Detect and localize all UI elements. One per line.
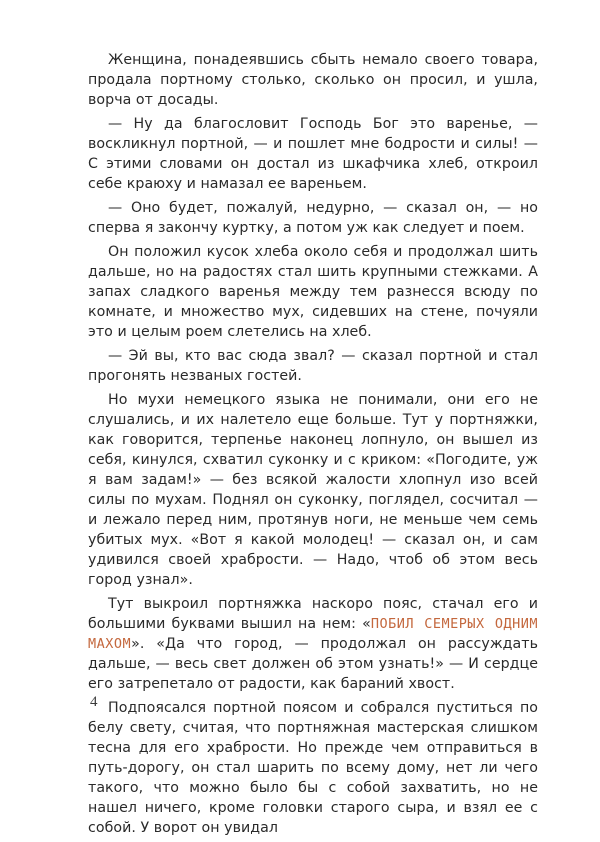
belt-inscription: ПОБИЛ СЕМЕРЫХ ОДНИМ МАХОМ xyxy=(88,616,538,652)
paragraph-7-end: ». «Да что город, — продолжал он рассуждать дальше, — весь свет должен об этом узнать!» — И сердце его затрепетало от радости, как бараний хвост. xyxy=(88,636,538,692)
paragraph-4: Он положил кусок хлеба около себя и продолжал шить дальше, но на радостях стал шить крупными стежками. А запах сладкого варенья между тем разнесся всюду по комнате, и множество мух, сидевших на стене, почуяли это и целым роем слетелись на хлеб. xyxy=(88,244,538,340)
paragraph-1: Женщина, понадеявшись сбыть немало своего товара, продала портному столько, сколько он просил, и ушла, ворча от досады. xyxy=(88,52,538,108)
paragraph-8: Подпоясался портной поясом и собрался пуститься по белу свету, считая, что портняжная мастерская слишком тесна для его храбрости. Но прежде чем отправиться в путь-дорогу, он стал шарить по всему дому, нет ли чего такого, что можно было бы с собой захватить, но не нашел ничего, кроме головки старого сыра, и взял ее с собой. У ворот он увидал xyxy=(88,700,538,836)
paragraph-2: — Ну да благословит Господь Бог это варенье, — воскликнул портной, — и пошлет мне бодрости и силы! — С этими словами он достал из шкафчика хлеб, откроил себе краюху и намазал ее вареньем. xyxy=(88,116,538,192)
paragraph-7-start: Тут выкроил портняжка наскоро пояс, стачал его и большими буквами вышил на нем: « xyxy=(88,596,538,632)
paragraph-7 xyxy=(88,594,538,694)
paragraph-3: — Оно будет, пожалуй, недурно, — сказал он, — но сперва я закончу куртку, а потом уж как следует и поем. xyxy=(88,200,538,236)
page-number: 4 xyxy=(90,694,98,710)
paragraph-5: — Эй вы, кто вас сюда звал? — сказал портной и стал прогонять незваных гостей. xyxy=(88,348,538,384)
story-text xyxy=(88,50,538,842)
paragraph-6: Но мухи немецкого языка не понимали, они его не слушались, и их налетело еще больше. Тут у портняжки, как говорится, терпенье наконец лопнуло, он вышел из себя, кинулся, схватил суконку и с криком: «Погодите, уж я вам задам!» — без всякой жалости хлопнул изо всей силы по мухам. Поднял он суконку, поглядел, сосчитал — и лежало перед ним, протянув ноги, не меньше чем семь убитых мух. «Вот я какой молодец! — сказал он, и сам удивился своей храбрости. — Надо, чтоб об этом весь город узнал». xyxy=(88,392,538,588)
